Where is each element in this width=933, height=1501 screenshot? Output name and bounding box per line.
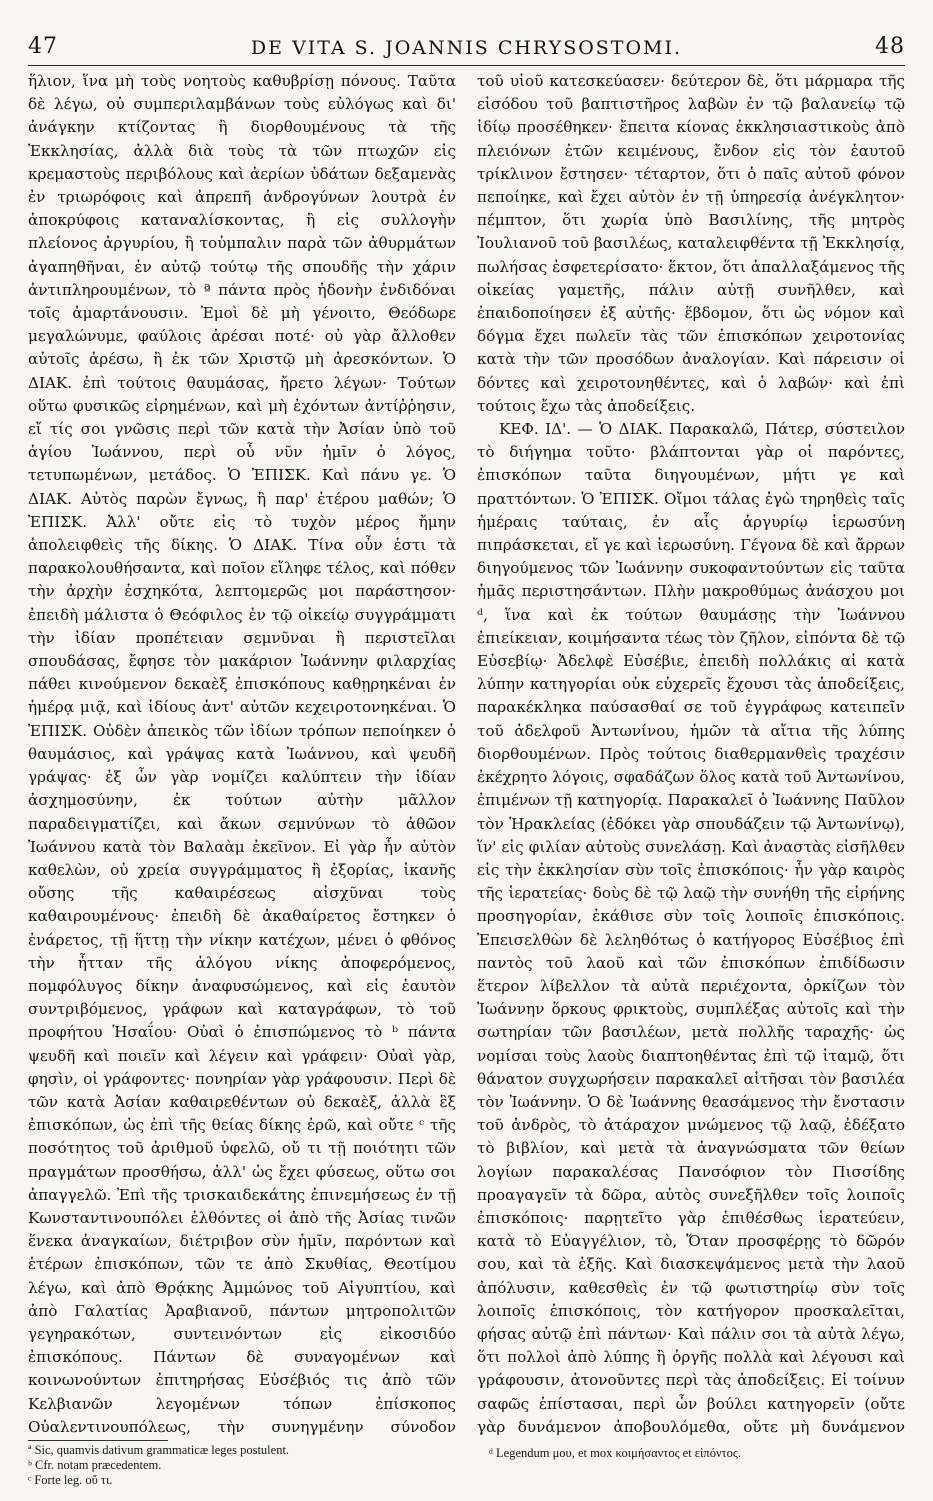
footnote-b: ᵇ Cfr. notam præcedentem. (28, 1458, 162, 1472)
right-column-paragraph: τοῦ υἱοῦ κατεσκεύασεν· δεύτερον δὲ, ὅτι μάρμαρα τῆς εἰσόδου τοῦ βαπτιστῆρος λαβὼν ἐν τῷ βαλανείῳ τῷ ἰδίῳ προσέθηκεν· ἔπειτα κίονας ἐκκλησιαστικοὺς ἀπὸ πλειόνων ἐτῶν κειμένους, ἔνδον εἰς τὸν ἑαυτοῦ τρίκλινον ἔστησεν· τέταρτον, ὅτι ὁ παῖς αὐτοῦ φόνον πεποίηκε, καὶ ἔχει αὐτὸν ἐν τῇ ὑπηρεσίᾳ ἀνέγκλητον· πέμπτον, ὅτι χωρία ὑπὸ Βασιλίνης, τῆς μητρὸς Ἰουλιανοῦ τοῦ βασιλέως, καταλειφθέντα τῇ Ἐκκλησίᾳ, πωλήσας ἐσφετερίσατο· ἕκτον, ὅτι ἀπαλλαξάμενος τῆς οἰκείας γαμετῆς, πάλιν αὐτῇ συνῆλθεν, καὶ ἐπαιδοποίησεν ἐξ αὐτῆς· ἕβδομον, ὅτι ὡς νόμον καὶ δόγμα ἔχει πωλεῖν τὰς τῶν ἐπισκόπων χειροτονίας κατὰ τὴν τῶν προσόδων ἀναλογίαν. Καὶ πάρεισιν οἱ δόντες καὶ χειροτονηθέντες, καὶ ὁ λαβών· καὶ ἐπὶ τούτοις ἔχω τὰς ἀποδείξεις. (477, 72, 905, 415)
left-column-paragraph: ἥλιον, ἵνα μὴ τοὺς νοητοὺς καθυβρίσῃ πόνους. Ταῦτα δὲ λέγω, οὐ συμπεριλαμβάνων τοὺς εὐλόγως καὶ δι' ἀνάγκην κτίζοντας ἢ διορθουμένους τὰ τῆς Ἐκκλησίας, ἀλλὰ διὰ τοὺς τὰ τῶν πτωχῶν εἰς κρεμαστοὺς περιβόλους καὶ ἀερίων ὑδάτων δεξαμενὰς ἐν τριωρόφοις καὶ ἀπρεπῆ ἀνδρογύνων λουτρὰ ἐν ἀποκρύφοις καταναλίσκοντας, ἢ εἰς συλλογὴν πλείονος ἀργυρίου, ἢ τοὐμπαλιν παρὰ τῶν ἀθυρμάτων ἀγαπηθῆναι, ἐν αὐτῷ τούτῳ τῆς σπουδῆς τὴν χάριν ἀντιπληρουμένων, τὸ ª πάντα πρὸς ἡδονὴν ἐνδιδόναι τοῖς ἁμαρτάνουσιν. Ἐμοὶ δὲ μὴ γένοιτο, Θεόδωρε μεγαλώνυμε, φαύλοις ἀρέσαι ποτέ· οὐ γὰρ ἄλλοθεν αὐτοῖς ἀρέσω, ἢ ἐκ τῶν Χριστῷ μὴ ἀρεσκόντων. Ὁ ΔΙΑΚ. ἐπὶ τούτοις θαυμάσας, ἤρετο λέγων· Τούτων οὕτω φυσικῶς εἰρημένων, καὶ μὴ ἐχόντων ἀντίῤῥησιν, εἴ τίς σοι γνῶσις περὶ τῶν κατὰ τὴν Ἀσίαν ὑπὸ τοῦ ἁγίου Ἰωάννου, περὶ οὗ νῦν ἡμῖν ὁ λόγος, τετυπωμένων, μετάδος. Ὁ ἘΠΙΣΚ. Καὶ πάνυ γε. Ὁ ΔΙΑΚ. Αὐτὸς παρὼν ἔγνως, ἢ παρ' ἑτέρου μαθών; Ὁ ἘΠΙΣΚ. Ἀλλ' οὔτε εἰς τὸ τυχὸν μέρος ἤμην ἀπολειφθεὶς τῆς δίκης. Ὁ ΔΙΑΚ. Τίνα οὖν ἐστι τὰ παρακολουθήσαντα, καὶ ποῖον εἴληφε τέλος, καὶ πόθεν τὴν ἀρχὴν ἐσχηκότα, λεπτομερῶς μοι παράστησον· ἐπειδὴ μάλιστα ὁ Θεόφιλος ἐν τῷ οἰκείῳ συγγράμματι τὴν ἰδίαν προπέτειαν σεμνῦναι ἢ περιστεῖλαι σπουδάσας, ἔφησε τὸν μακάριον Ἰωάννην φιλαρχίας πάθει κινούμενον δεκαὲξ ἐπισκόπους καθῃρηκέναι ἐν ἡμέρᾳ μιᾷ, καὶ ἰδίους ἀντ' αὐτῶν κεχειροτονηκέναι. Ὁ ἘΠΙΣΚ. Οὐδὲν ἀπεικὸς τῶν ἰδίων τρόπων πεποίηκεν ὁ θαυμάσιος, καὶ γράψας κατὰ Ἰωάννου, καὶ ψευδῆ γράψας· ἐξ ὧν γὰρ νομίζει καλύπτειν τὴν ἰδίαν ἀσχημοσύνην, ἐκ τούτων αὐτὴν μᾶλλον παραδειγματίζει, καὶ ἄκων σεμνύνων τὸ ἀθῶον Ἰωάννου κατὰ τὸν Βαλαὰμ ἐκεῖνον. Εἰ γὰρ ἦν αὐτὸν καθελὼν, οὐ χρεία συγγράμματος ἢ ἐξορίας, ἱκανῆς οὔσης τῆς καθαιρέσεως αἰσχῦναι τοὺς καθαιρουμένους· ἐπειδὴ δὲ ἀκαθαίρετος ἔστηκεν ὁ ἐνάρετος, τῇ ἥττῃ τὴν νίκην κατέχων, μένει ὁ φθόνος τὴν ἧτταν τῆς ἀλόγου νίκης ἀποφερόμενος, πομφόλυγος δίκην ἀναφυσώμενος, καὶ εἰς ἑαυτὸν συντριβόμενος, γράφων καὶ καταγράφων, τὸ τοῦ προφήτου Ἡσαΐου· Οὐαὶ ὁ ἐπισπώμενος τὸ ᵇ πάντα ψευδῆ καὶ ποιεῖν καὶ λέγειν καὶ γράφειν· Οὐαὶ γὰρ, φησὶν, οἱ γράφοντες· πονηρίαν γὰρ γράφουσιν. Περὶ δὲ τῶν κατὰ Ἀσίαν καθαιρεθέντων οὐ δεκαὲξ, ἀλλὰ ἓξ ἐπισκόπων, ὡς ἐπὶ τῆς θείας δίκης ἐρῶ, καὶ οὔτε ᶜ τῆς ποσότητος τοῦ ἀριθμοῦ ὑφελῶ, οὔ τι τῇ ποιότητι τῶν πραγμάτων προσθήσω, ἀλλ' ὡς ἔχει φύσεως, οὕτω σοι ἀπαγγελῶ. Ἐπὶ τῆς τρισκαιδεκάτης ἐπινεμήσεως ἐν τῇ Κωνσταντινουπόλει ἐλθόντες οἱ ἀπὸ τῆς Ἀσίας τινῶν ἕνεκα ἀναγκαίων, διέτριβον σὺν ἡμῖν, παρόντων καὶ ἑτέρων ἐπισκόπων, τῶν τε ἀπὸ Σκυθίας, Θεοτίμου λέγω, καὶ ἀπὸ Θρᾴκης Ἀμμώνος τοῦ Αἰγυπτίου, καὶ ἀπὸ Γαλατίας Ἀραβιανοῦ, πάντων μητροπολιτῶν γεγηρακότων, συντεινόντων εἰς εἰκοσιδύο ἐπισκόπους. Πάντων δὲ συναγομένων καὶ κοινωνούντων ἐπιτηρήσας Εὐσέβιός τις ἀπὸ τῶν Κελβιανῶν λεγομένων τόπων ἐπίσκοπος Οὐαλεντινουπόλεως, τὴν συνηγμένην σύνοδον (28, 72, 456, 1436)
left-column (28, 70, 456, 1436)
footnote-rule (28, 1440, 168, 1441)
text-columns (28, 70, 905, 1436)
running-title: DE VITA S. JOANNIS CHRYSOSTOMI. (250, 37, 683, 59)
page-number-right: 48 (874, 34, 905, 59)
footnotes-left (28, 1440, 456, 1490)
running-header (28, 26, 905, 66)
footnotes (28, 1440, 905, 1490)
chapter-14-paragraph: ΚΕΦ. ΙΔ'. — Ὁ ΔΙΑΚ. Παρακαλῶ, Πάτερ, σύστειλον τὸ διήγημα τοῦτο· βλάπτονται γὰρ οἱ παρόντες, ἐπισκόπων ταῦτα διηγουμένων, μήτι γε καὶ πραττόντων. Ὁ ἘΠΙΣΚ. Οἴμοι τάλας ἐγὼ τηρηθεὶς ταῖς ἡμέραις ταύταις, ἐν αἷς ἀργυρίῳ ἱερωσύνη πιπράσκεται, εἴ γε καὶ ἱερωσύνη. Γέγονα δὲ καὶ ἄρρων διηγούμενος τῶν Ἰωάννην συκοφαντούντων εἰς ταῦτα ἡμᾶς περιστησάντων. Πλὴν μακροθύμως ἀνάσχου μοι ᵈ, ἵνα καὶ ἐκ τούτων θαυμάσῃς τὴν Ἰωάννου ἐπιείκειαν, κοιμήσαντα τέως τὸν ζῆλον, εἰπόντα δὲ τῷ Εὐσεβίῳ· Ἀδελφὲ Εὐσέβιε, ἐπειδὴ πολλάκις αἱ κατὰ λύπην κατηγορίαι οὐκ εὐχερεῖς ἔχουσι τὰς ἀποδείξεις, παρακέκληκα παύσασθαί σε τοῦ ἐγγράφως κατειπεῖν τοῦ ἀδελφοῦ Ἀντωνίνου, ἡμῶν τὰ αἴτια τῆς λύπης διορθουμένων. Πρὸς τούτοις διαθερμανθεὶς τραχέσιν ἐκέχρητο λόγοις, σφαδάζων ὅλος κατὰ τοῦ Ἀντωνίνου, ἐπιμένων τῇ κατηγορίᾳ. Παρακαλεῖ ὁ Ἰωάννης Παῦλον τὸν Ἡρακλείας (ἐδόκει γὰρ σπουδάζειν τῷ Ἀντωνίνῳ), ἵν' εἰς φιλίαν αὐτοὺς συνελάσῃ. Καὶ ἀναστὰς εἰσῆλθεν εἰς τὴν ἐκκλησίαν σὺν τοῖς ἐπισκόποις· ἦν γὰρ καιρὸς τῆς ἱερατείας· δοὺς δὲ τῷ λαῷ τὴν συνήθη τῆς εἰρήνης προσηγορίαν, ἐκάθισε σὺν τοῖς λοιποῖς ἐπισκόποις. Ἐπεισελθὼν δὲ λεληθότως ὁ κατήγορος Εὐσέβιος ἐπὶ παντὸς τοῦ λαοῦ καὶ τῶν ἐπισκόπων ἐπιδίδωσιν ἕτερον λίβελλον τὰ αὐτὰ περιέχοντα, ὁρκίζων τὸν Ἰωάννην ὅρκους φρικτοὺς, συμπλέξας αὐτοῖς καὶ τὴν σωτηρίαν τῶν βασιλέων, μετὰ πολλῆς ταραχῆς· ὡς νομίσαι τοὺς λαοὺς διαπτοηθέντας ἐπὶ τῷ ἱταμῷ, ὅτι θάνατον συγχωρήσειν παρακαλεῖ αἰτῆσαι τὸν βασιλέα τὸν Ἰωάννην. Ὁ δὲ Ἰωάννης θεασάμενος τὴν ἔνστασιν τοῦ ἀνδρὸς, τὸ ἀτάραχον μνώμενος τῷ λαῷ, ἐδέξατο τὸ βιβλίον, καὶ μετὰ τὰ ἀναγνώσματα τῶν θείων λογίων παρακαλέσας Πανσόφιον τὸν Πισσίδης προαγαγεῖν τὰ δῶρα, αὐτὸς συνεξῆλθεν τοῖς λοιποῖς ἐπισκόποις· παρῃτεῖτο γὰρ ἐπιθέσθως ἱερατεύειν, κατὰ τὸ Εὐαγγέλιον, τὸ, Ὅταν προσφέρῃς τὸ δῶρόν σου, καὶ τὰ ἑξῆς. Καὶ διασκεψάμενος μετὰ τὴν λαοῦ ἀπόλυσιν, καθεσθεὶς ἐν τῷ φωτιστηρίῳ σὺν τοῖς λοιποῖς ἐπισκόποις, τὸν κατήγορον προσκαλεῖται, φήσας αὐτῷ ἐπὶ πάντων· Καὶ πάλιν σοι τὰ αὐτὰ λέγω, ὅτι πολλοὶ ἀπὸ λύπης ἢ ὀργῆς πολλὰ καὶ λέγουσι καὶ γράφουσιν, ἀτονοῦντες περὶ τὰς ἀποδείξεις. Εἰ τοίνυν σαφῶς ἐπίστασαι, περὶ ὧν βούλει κατηγορεῖν (οὔτε γὰρ δυνάμενον ἀποβουλόμεθα, οὔτε μὴ δυνάμενον (477, 420, 905, 1436)
page-number-left: 47 (28, 34, 58, 59)
footnotes-right (477, 1440, 905, 1490)
footnote-d: ᵈ Legendum μου, et mox κοιμήσαντος et εἰπόντος. (489, 1446, 741, 1460)
right-column (477, 70, 905, 1436)
footnote-c: ᶜ Forte leg. οὔ τι. (28, 1473, 113, 1487)
footnote-a: ª Sic, quamvis dativum grammaticæ leges postulent. (28, 1443, 290, 1457)
